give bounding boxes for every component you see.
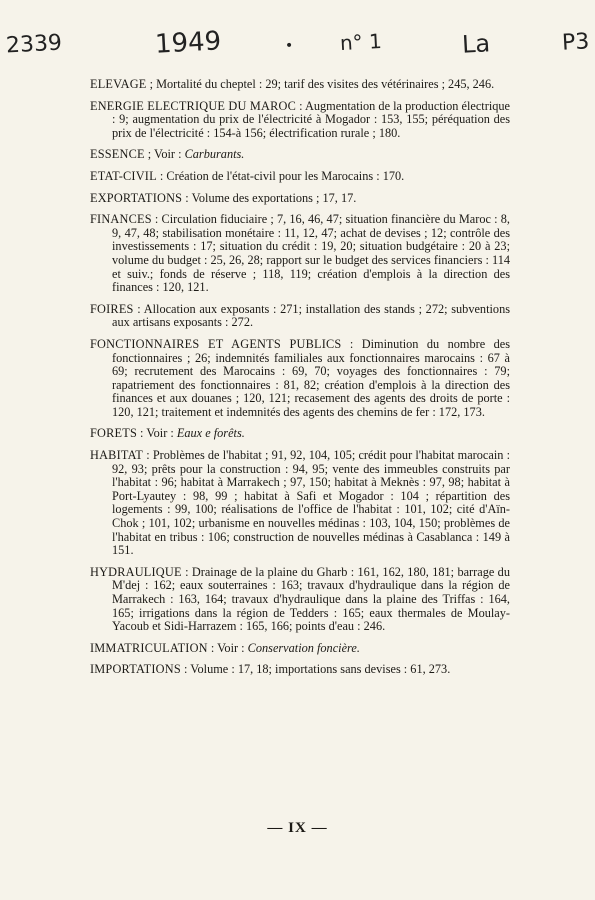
entry-separator: :: [341, 336, 362, 351]
entry-text: Volume : 17, 18; importations sans devises : 61, 273.: [190, 662, 451, 677]
entry-separator: :: [182, 190, 192, 205]
entry-text: Création de l'état-civil pour les Marocains : 170.: [166, 168, 405, 183]
index-entry: [90, 213, 510, 295]
handwritten-number: n° 1: [339, 28, 383, 56]
entry-separator: :: [156, 168, 167, 183]
entry-heading: ESSENCE: [90, 147, 145, 162]
entry-text: Volume des exportations ; 17, 17.: [191, 190, 357, 205]
handwritten-dot: •: [284, 37, 294, 55]
handwritten-p3: P3: [561, 29, 590, 56]
entry-text: Allocation aux exposants : 271; installation des stands ; 272; subventions aux artisans exposants : 272.: [112, 301, 511, 330]
index-entry: [90, 148, 510, 162]
index-entry: [90, 642, 510, 656]
entry-heading: IMMATRICULATION: [90, 640, 208, 655]
entry-separator: :: [180, 662, 191, 677]
entry-reference: Carburants.: [184, 147, 245, 162]
entry-reference: Conservation foncière.: [247, 640, 360, 655]
entry-separator: :: [181, 564, 192, 579]
entry-heading: HYDRAULIQUE: [90, 564, 182, 579]
entry-heading: FONCTIONNAIRES ET AGENTS PUBLICS: [90, 336, 342, 351]
index-entries: [90, 78, 510, 685]
handwritten-year: 1949: [154, 26, 222, 60]
index-entry: [90, 427, 510, 441]
entry-heading: IMPORTATIONS: [90, 662, 181, 677]
entry-text: Voir :: [146, 426, 177, 441]
entry-text: Voir :: [154, 147, 185, 162]
entry-heading: ELEVAGE: [90, 77, 147, 91]
entry-text: Circulation fiduciaire ; 7, 16, 46, 47; situation financière du Maroc : 8, 9, 47, 48; stabilisation monétaire : 11, 12, 47; achat de devises ; 12; contrôle des investissements : 17; situation du crédit : 19, 20; situation budgétaire : 20 à 23; volume du budget : 25, 26, 28; rapport sur le budget des services financiers : 114 et suiv.; fonds de réserve ; 118, 119; création d'emplois à la direction des finances : 120, 121.: [112, 212, 510, 295]
entry-heading: EXPORTATIONS: [90, 190, 183, 205]
entry-separator: ;: [146, 77, 157, 91]
entry-heading: FOIRES: [90, 301, 134, 316]
entry-text: Voir :: [217, 640, 248, 655]
entry-heading: HABITAT: [90, 448, 144, 463]
entry-separator: :: [143, 448, 153, 463]
entry-text: Problèmes de l'habitat ; 91, 92, 104, 105; crédit pour l'habitat marocain : 92, 93; prêts pour la construction : 94, 95; vente des immeubles construits par l'habitat : 96; habitat à Marrakech ; 97, 150; habitat à Meknès : 97, 98; habitat à Port-Lyautey : 98, 99 ; habitat à Safi et Mogador : 104 ; répartition des logements : 99, 100; réalisations de l'office de l'habitat : 101, 102; cité d'Aïn-Chok ; 101, 102; urbanisme en nouvelles médinas : 103, 104, 150; problèmes de l'habitat en tribus : 106; construction de nouvelles médinas à Casablanca : 149 à 151.: [112, 448, 510, 558]
entry-text: Diminution du nombre des fonctionnaires ; 26; indemnités familiales aux fonctionnaires marocains : 67 à 69; recrutement des Marocains : 69, 70; voyages des fonctionnaires : 79; rapatriement des fonctionnaires : 81, 82; création d'emplois à la direction des finances et aux douanes ; 120, 121; recasement des agents des droits de porte : 120, 121; traitement et indemnités des agents des chemins de fer : 172, 173.: [112, 336, 510, 419]
entry-separator: :: [296, 98, 305, 113]
index-entry: [90, 566, 510, 634]
index-entry: [90, 303, 510, 330]
entry-heading: FINANCES: [90, 212, 152, 227]
index-entry: [90, 192, 510, 206]
entry-separator: :: [136, 426, 147, 441]
index-entry: [90, 449, 510, 558]
entry-separator: :: [133, 301, 144, 316]
entry-text: Mortalité du cheptel : 29; tarif des visites des vétérinaires ; 245, 246.: [156, 77, 495, 91]
entry-separator: :: [207, 640, 218, 655]
entry-heading: ETAT-CIVIL: [90, 168, 157, 183]
entry-separator: :: [151, 212, 162, 227]
page-number: — IX —: [267, 820, 328, 836]
entry-text: Drainage de la plaine du Gharb : 161, 162, 180, 181; barrage du M'dej : 162; eaux souterraines : 163; travaux d'hydraulique dans la région de Marrakech : 163, 164; travaux d'hydraulique dans la plaine des Triffas : 164, 165; irrigations dans la région de Tedders : 165; eaux thermales de Moulay-Yacoub et Sidi-Harrazem : 165, 166; points d'eau : 246.: [112, 564, 510, 634]
entry-heading: FORETS: [90, 426, 137, 441]
entry-text: Augmentation de la production électrique : 9; augmentation du prix de l'électricité à Mogador : 153, 155; péréquation des prix de l'électricité : 154-à 156; électrification rurale ; 180.: [112, 98, 510, 140]
index-entry: [90, 100, 510, 141]
entry-heading: ENERGIE ELECTRIQUE DU MAROC: [90, 98, 296, 113]
handwritten-mark: 2339: [5, 30, 63, 59]
index-entry: [90, 338, 510, 420]
index-entry: [90, 170, 510, 184]
entry-reference: Eaux e forêts.: [176, 426, 245, 441]
handwritten-la: La: [461, 29, 491, 59]
index-entry: [90, 78, 510, 92]
entry-separator: ;: [144, 147, 155, 162]
index-entry: [90, 663, 510, 677]
